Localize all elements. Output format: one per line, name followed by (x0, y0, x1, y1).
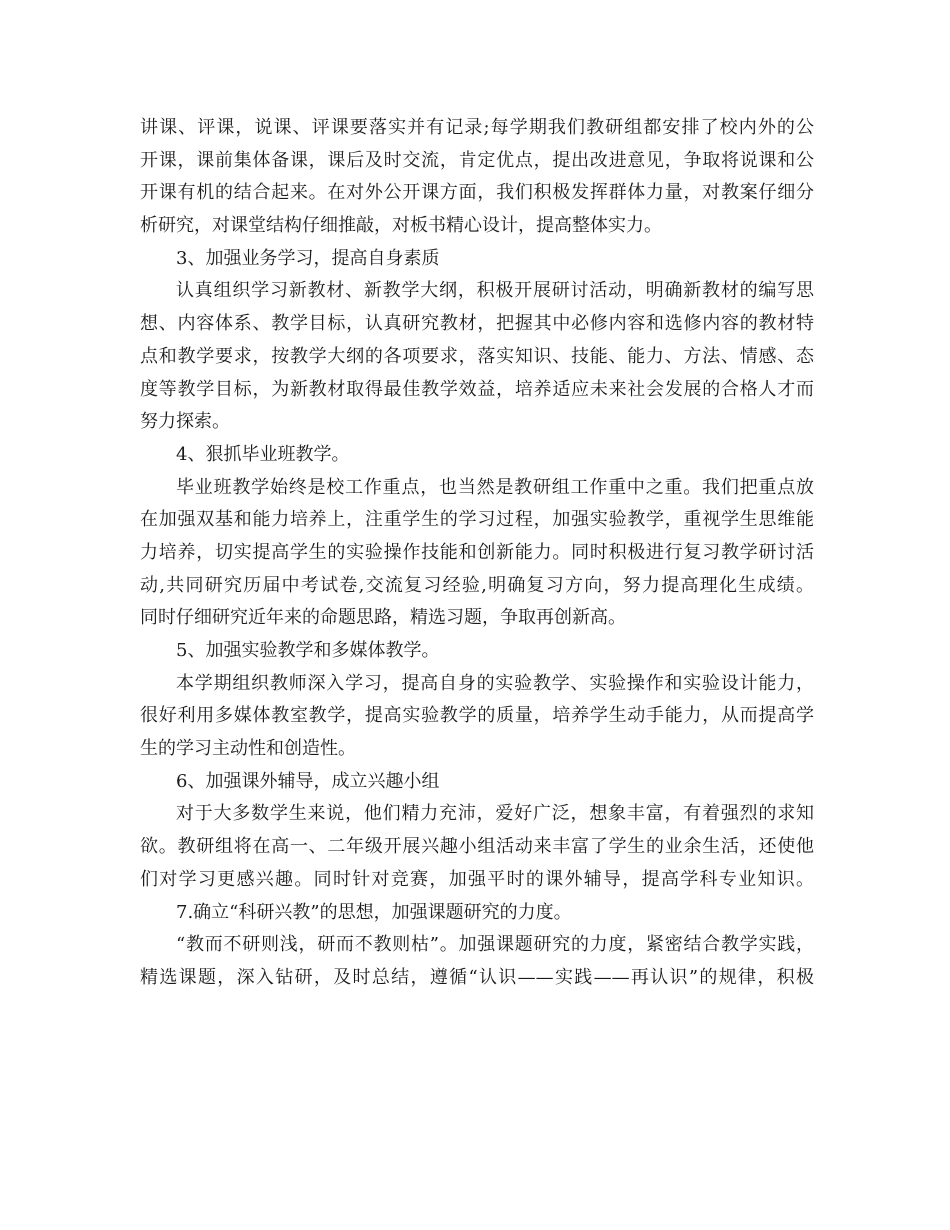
text-line: 在加强双基和能力培养上，注重学生的学习过程，加强实验教学，重视学生思维能 (140, 509, 814, 531)
text-line: 动,共同研究历届中考试卷,交流复习经验,明确复习方向，努力提高理化生成绩。 (140, 574, 814, 596)
text-line: 4、狠抓毕业班教学。 (176, 443, 350, 465)
text-line: 讲课、评课，说课、评课要落实并有记录;每学期我们教研组都安排了校内外的公 (140, 117, 814, 138)
text-line: 开课，课前集体备课，课后及时交流，肯定优点，提出改进意见，争取将说课和公 (140, 149, 814, 171)
text-line: 很好利用多媒体教室教学，提高实验教学的质量，培养学生动手能力，从而提高学 (140, 705, 814, 727)
text-line: 认真组织学习新教材、新教学大纲，积极开展研讨活动，明确新教材的编写思 (176, 280, 814, 302)
text-line: 3、加强业务学习，提高自身素质 (176, 247, 440, 269)
text-line: 毕业班教学始终是校工作重点，也当然是教研组工作重中之重。我们把重点放 (176, 476, 814, 498)
text-line: 力培养，切实提高学生的实验操作技能和创新能力。同时积极进行复习教学研讨活 (140, 541, 814, 563)
text-line: 欲。教研组将在高一、二年级开展兴趣小组活动来丰富了学生的业余生活，还使他 (140, 836, 814, 858)
text-line: 对于大多数学生来说，他们精力充沛，爱好广泛，想象丰富，有着强烈的求知 (176, 803, 814, 825)
text-line: 精选课题，深入钻研，及时总结，遵循“认识——实践——再认识”的规律，积极 (140, 966, 814, 988)
text-line: 点和教学要求，按教学大纲的各项要求，落实知识、技能、能力、方法、情感、态 (140, 345, 814, 367)
text-line: 开课有机的结合起来。在对外公开课方面，我们积极发挥群体力量，对教案仔细分 (140, 182, 814, 204)
text-line: 5、加强实验教学和多媒体教学。 (176, 640, 440, 661)
text-line: 想、内容体系、教学目标，认真研究教材，把握其中必修内容和选修内容的教材特 (140, 313, 814, 335)
text-line: 生的学习主动性和创造性。 (140, 738, 356, 760)
text-line: 6、加强课外辅导，成立兴趣小组 (176, 770, 440, 792)
document-body (140, 112, 814, 995)
text-line: 本学期组织教师深入学习，提高自身的实验教学、实验操作和实验设计能力， (176, 672, 814, 694)
text-line: 同时仔细研究近年来的命题思路，精选习题，争取再创新高。 (140, 607, 626, 629)
text-line: 7.确立“科研兴教”的思想，加强课题研究的力度。 (176, 901, 572, 923)
text-line: 度等教学目标，为新教材取得最佳教学效益，培养适应未来社会发展的合格人才而 (140, 378, 814, 400)
text-line: 们对学习更感兴趣。同时针对竞赛，加强平时的课外辅导，提高学科专业知识。 (140, 868, 814, 890)
text-line: 析研究，对课堂结构仔细推敲，对板书精心设计，提高整体实力。 (140, 215, 662, 237)
text-line: 努力探索。 (140, 411, 230, 433)
text-line: “教而不研则浅，研而不教则枯”。加强课题研究的力度，紧密结合教学实践， (176, 934, 814, 956)
